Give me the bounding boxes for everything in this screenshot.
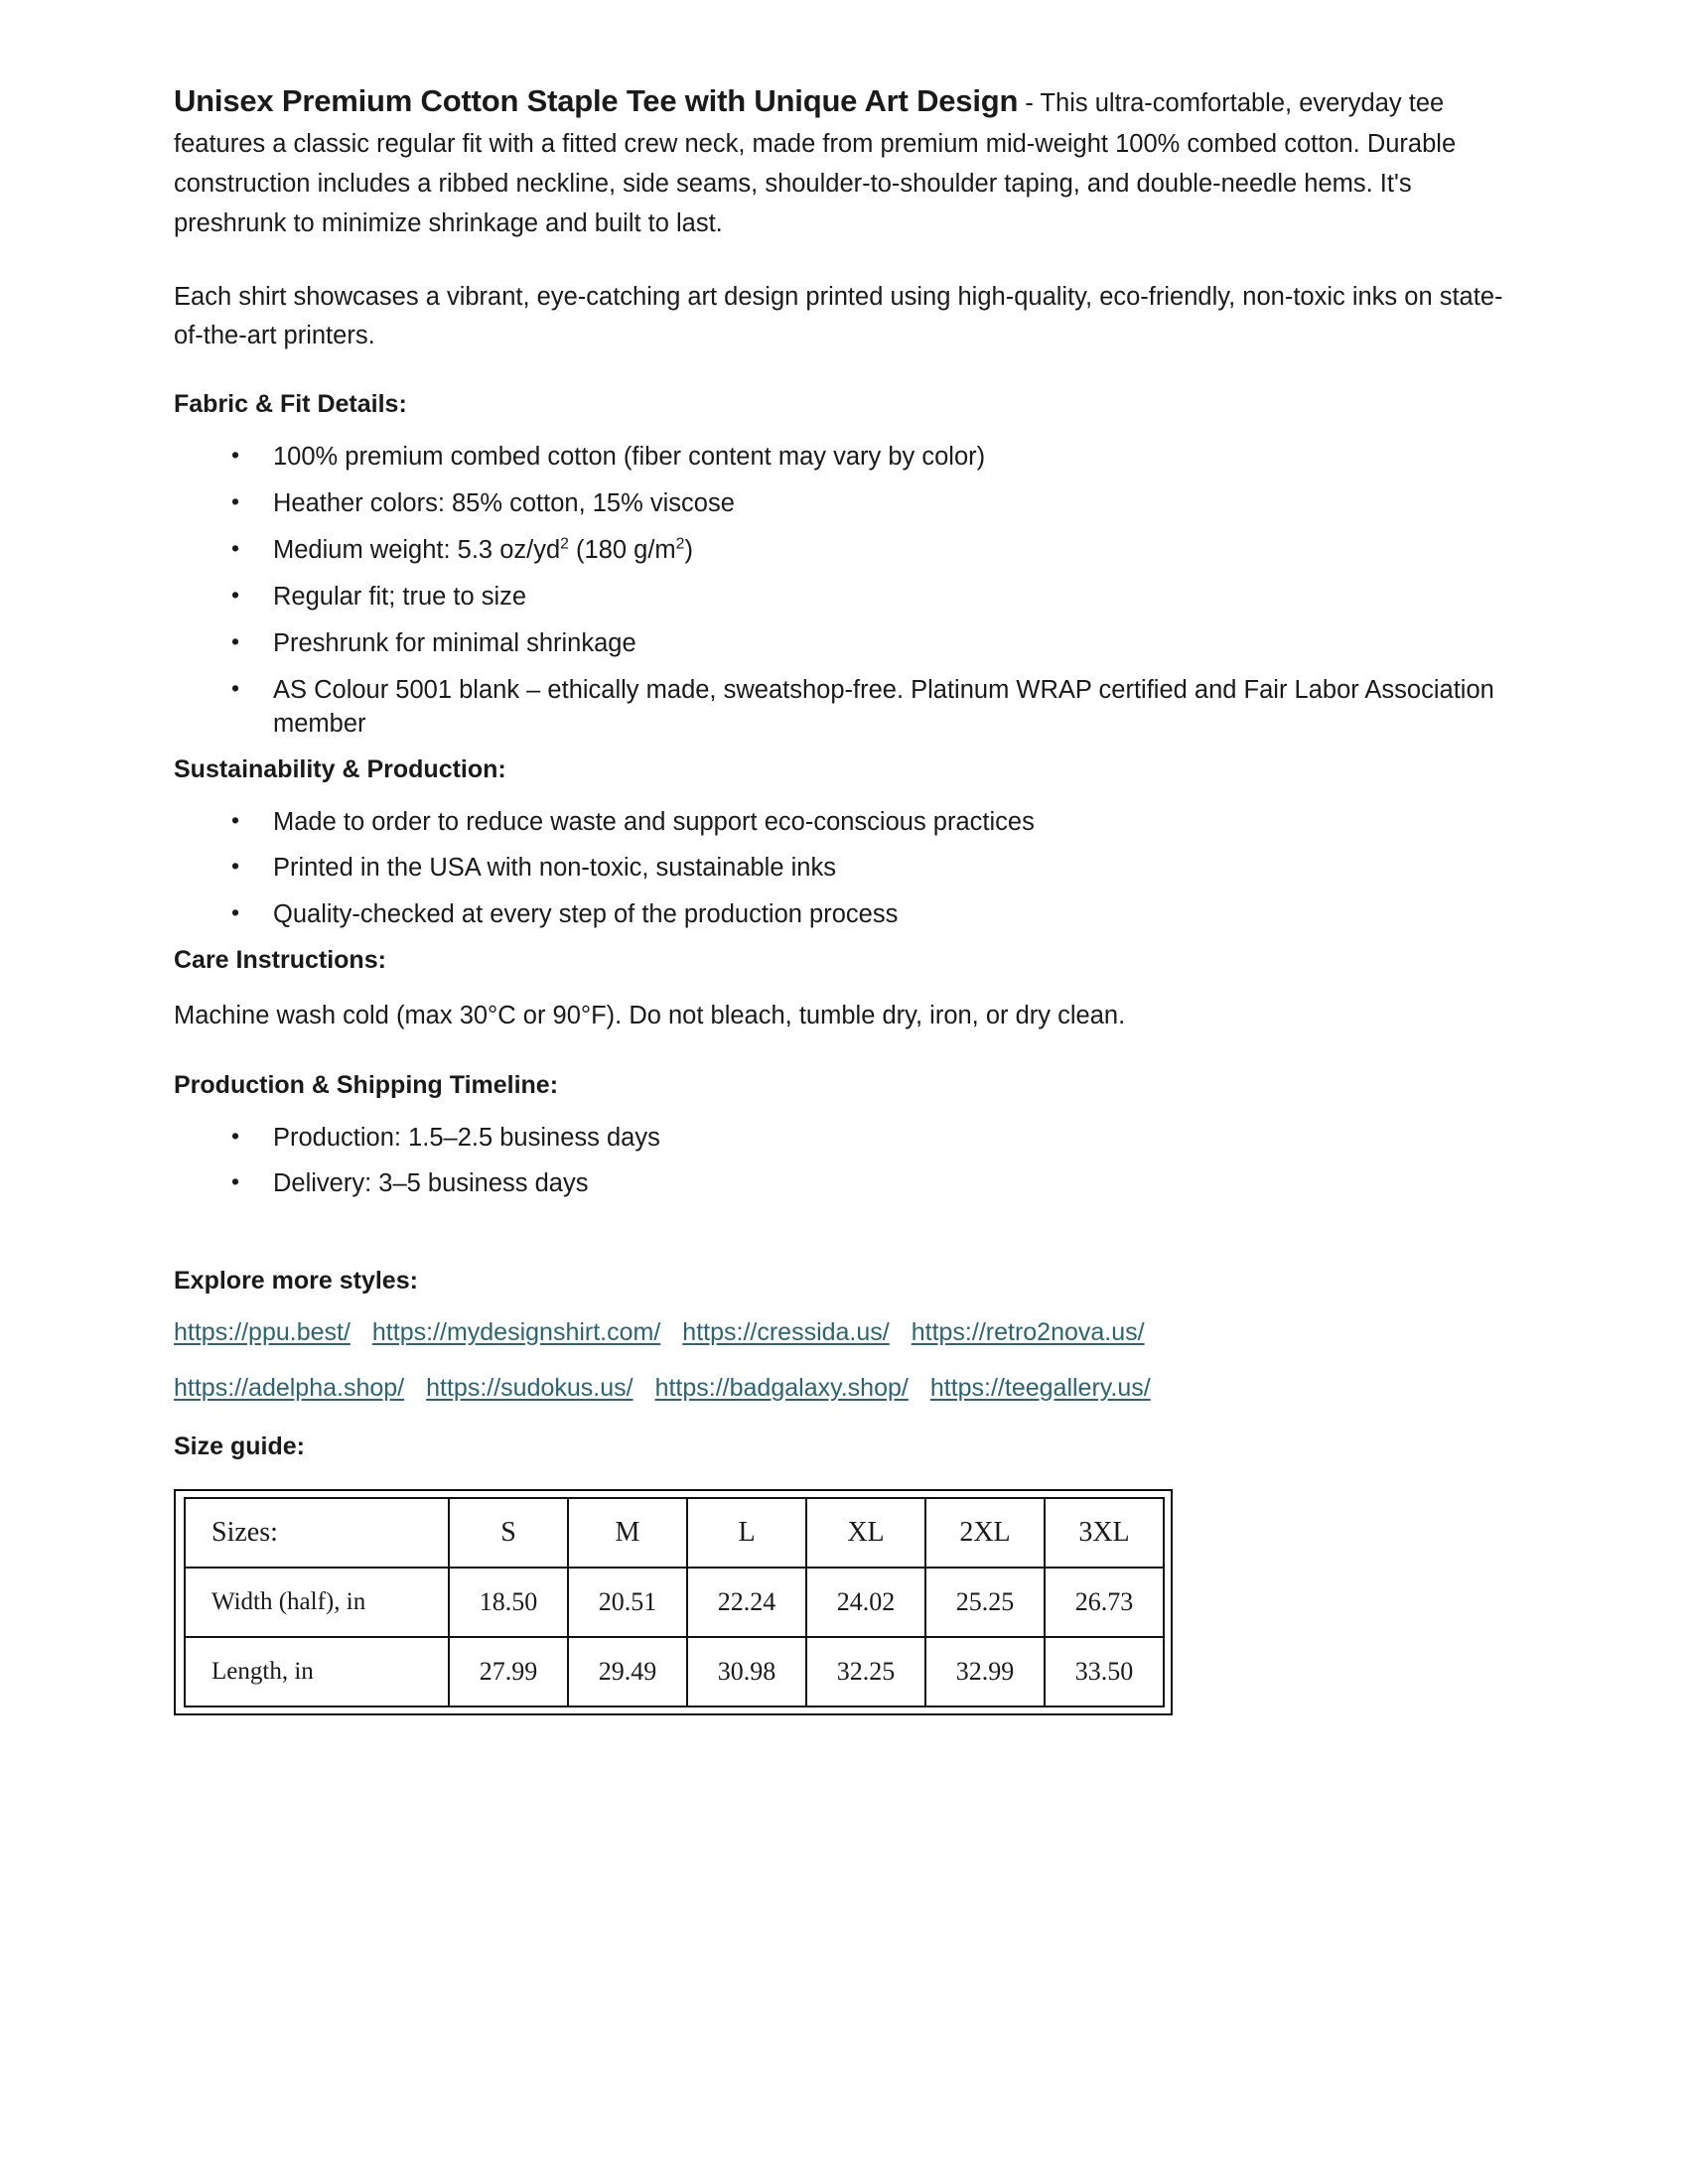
list-sustainability: [174, 806, 1514, 933]
link-retro2nova[interactable]: https://retro2nova.us/: [911, 1318, 1145, 1347]
table-cell: 22.24: [686, 1567, 805, 1636]
medium-weight-sup2: 2: [675, 535, 685, 553]
table-header-row: [184, 1497, 1165, 1567]
link-teegallery[interactable]: https://teegallery.us/: [929, 1374, 1151, 1403]
list-item: • Quality-checked at every step of the production process: [174, 898, 1514, 932]
heading-fabric-fit: Fabric & Fit Details:: [174, 390, 407, 419]
table-header-cell: L: [686, 1497, 805, 1567]
care-instructions-text: Machine wash cold (max 30°C or 90°F). Do not bleach, tumble dry, iron, or dry clean.: [174, 1002, 1126, 1030]
table-row-label: Length, in: [184, 1636, 448, 1707]
list-item: • Delivery: 3–5 business days: [174, 1167, 1514, 1201]
link-adelpha[interactable]: https://adelpha.shop/: [174, 1374, 405, 1403]
table-header-cell: 2XL: [924, 1497, 1044, 1567]
list-item: • AS Colour 5001 blank – ethically made, sweatshop-free. Platinum WRAP certified and Fair Labor Association member: [174, 674, 1514, 742]
list-item: • Printed in the USA with non-toxic, sustainable inks: [174, 852, 1514, 886]
spacer: [174, 1215, 1514, 1267]
title-dash: - This: [1018, 89, 1095, 117]
list-item: • Heather colors: 85% cotton, 15% viscose: [174, 487, 1514, 521]
medium-weight-sup1: 2: [560, 535, 569, 553]
page-title: Unisex Premium Cotton Staple Tee with Unique Art Design: [174, 83, 1019, 118]
heading-care-instructions: Care Instructions:: [174, 946, 386, 975]
list-fabric-fit: [174, 441, 1514, 741]
table-header-cell: 3XL: [1044, 1497, 1165, 1567]
table-cell: 32.99: [924, 1636, 1044, 1707]
table-row: [184, 1636, 1165, 1707]
intro-body: ultra-comfortable, everyday tee features a classic regular fit with a fitted crew neck, made from premium mid-weight 100% combed cotton. Durable construction includes a ribbed neckline, side seams, shoulder-to-shoulder taping, and double-needle hems. It's preshrunk to minimize shrinkage and built to last.: [174, 89, 1457, 237]
heading-production-shipping: Production & Shipping Timeline:: [174, 1070, 559, 1099]
size-guide-table: [184, 1497, 1165, 1707]
table-cell: 30.98: [686, 1636, 805, 1707]
table-row: [184, 1567, 1165, 1636]
table-cell: 33.50: [1044, 1636, 1165, 1707]
link-cressida[interactable]: https://cressida.us/: [682, 1318, 890, 1347]
list-item: • Regular fit; true to size: [174, 581, 1514, 614]
table-cell: 27.99: [448, 1636, 567, 1707]
list-item: • Preshrunk for minimal shrinkage: [174, 627, 1514, 661]
table-cell: 24.02: [805, 1567, 924, 1636]
table-cell: 20.51: [567, 1567, 686, 1636]
list-item-medium-weight: [174, 534, 1514, 568]
paragraph-design: Each shirt showcases a vibrant, eye-catching art design printed using high-quality, eco-friendly, non-toxic inks on state-of-the-art printers.: [174, 282, 1503, 350]
link-badgalaxy[interactable]: https://badgalaxy.shop/: [654, 1374, 909, 1403]
table-cell: 25.25: [924, 1567, 1044, 1636]
list-item: • Production: 1.5–2.5 business days: [174, 1122, 1514, 1156]
list-item: • Made to order to reduce waste and support eco-conscious practices: [174, 806, 1514, 840]
table-header-cell: S: [448, 1497, 567, 1567]
table-header-cell: XL: [805, 1497, 924, 1567]
table-cell: 18.50: [448, 1567, 567, 1636]
list-item: • 100% premium combed cotton (fiber content may vary by color): [174, 441, 1514, 475]
links-row-2: [174, 1373, 1514, 1403]
link-ppu-best[interactable]: https://ppu.best/: [174, 1318, 351, 1347]
link-sudokus[interactable]: https://sudokus.us/: [426, 1374, 633, 1403]
table-cell: 29.49: [567, 1636, 686, 1707]
links-block: [174, 1317, 1514, 1403]
medium-weight-prefix: Medium weight: 5.3 oz/yd: [273, 536, 561, 564]
link-mydesignshirt[interactable]: https://mydesignshirt.com/: [371, 1318, 661, 1347]
medium-weight-suffix: ): [684, 536, 693, 564]
table-row-label: Width (half), in: [184, 1567, 448, 1636]
table-header-cell: M: [567, 1497, 686, 1567]
heading-explore-styles: Explore more styles:: [174, 1267, 418, 1296]
medium-weight-middle: (180 g/m: [568, 536, 676, 564]
size-table-wrapper: [174, 1489, 1173, 1715]
list-timeline: [174, 1122, 1514, 1202]
table-cell: 26.73: [1044, 1567, 1165, 1636]
intro-paragraph: [174, 77, 1514, 244]
table-cell: 32.25: [805, 1636, 924, 1707]
heading-size-guide: Size guide:: [174, 1433, 305, 1461]
links-row-1: [174, 1317, 1514, 1347]
table-header-cell: Sizes:: [184, 1497, 448, 1567]
heading-sustainability: Sustainability & Production:: [174, 754, 506, 783]
